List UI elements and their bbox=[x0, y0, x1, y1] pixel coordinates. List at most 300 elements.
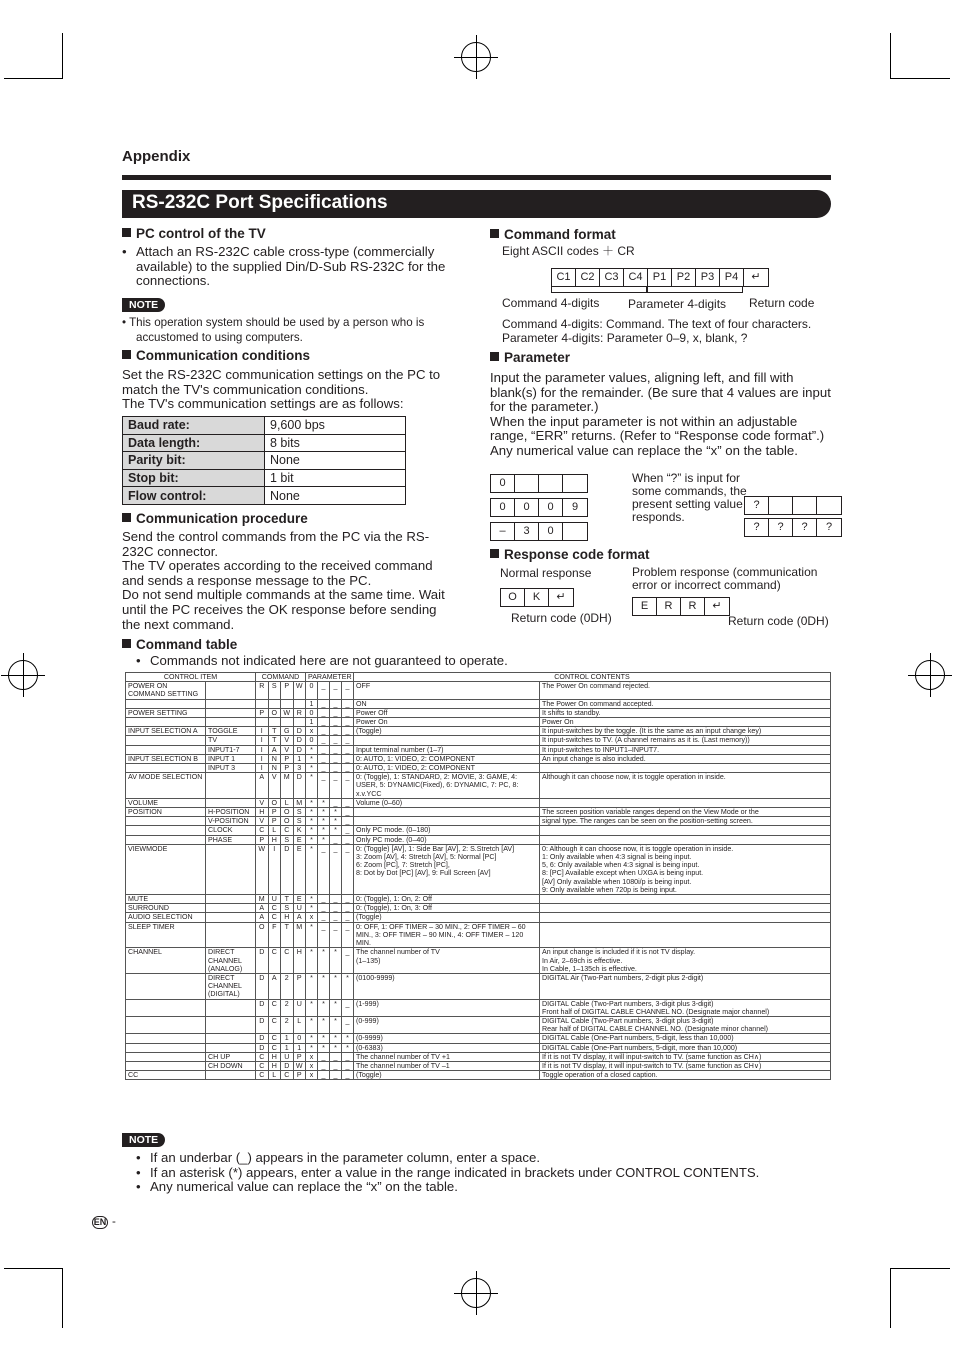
parameter-char: * bbox=[306, 826, 318, 835]
query-example-1 bbox=[744, 496, 842, 515]
parameter-char: * bbox=[306, 817, 318, 826]
crop-mark bbox=[890, 1268, 950, 1269]
settings-value: None bbox=[265, 487, 406, 505]
control-item bbox=[126, 1043, 206, 1052]
control-item: VIEWMODE bbox=[126, 844, 206, 894]
parameter-char: x bbox=[306, 1061, 318, 1070]
parameter-char: * bbox=[318, 798, 330, 807]
parameter-char: _ bbox=[342, 718, 354, 727]
code-cell: O bbox=[501, 589, 525, 606]
table-row bbox=[126, 1071, 831, 1080]
control-description: DIGITAL Cable (One-Part numbers, 5-digit, more than 10,000) bbox=[540, 1043, 831, 1052]
code-cell: ? bbox=[793, 519, 817, 536]
parameter-char: _ bbox=[330, 773, 342, 799]
control-range: (0-999) bbox=[354, 1016, 540, 1033]
parameter-char: _ bbox=[342, 1016, 354, 1033]
header-parameter: PARAMETER bbox=[306, 673, 354, 682]
parameter-char: _ bbox=[330, 798, 342, 807]
command-char: P bbox=[281, 754, 294, 763]
command-char: R bbox=[293, 708, 306, 717]
table-row bbox=[126, 1043, 831, 1052]
control-subitem bbox=[206, 773, 256, 799]
control-item: MUTE bbox=[126, 895, 206, 904]
control-item bbox=[126, 973, 206, 999]
code-cell: 0 bbox=[539, 523, 563, 540]
command-char: S bbox=[293, 817, 306, 826]
parameter-char: _ bbox=[342, 948, 354, 974]
command-char: P bbox=[293, 1052, 306, 1061]
command-char bbox=[293, 718, 306, 727]
table-row bbox=[126, 817, 831, 826]
heading-comm-conditions: Communication conditions bbox=[122, 348, 310, 363]
control-range: 0: OFF, 1: OFF TIMER – 30 MIN., 2: OFF TIMER – 60 MIN., 3: OFF TIMER – 90 MIN., 4: OFF TIMER – 120 MIN. bbox=[354, 922, 540, 948]
control-subitem: CH UP bbox=[206, 1052, 256, 1061]
parameter-char: * bbox=[318, 835, 330, 844]
registration-mark-icon bbox=[915, 660, 945, 690]
control-range: (Toggle) bbox=[354, 727, 540, 736]
command-char: 1 bbox=[281, 1043, 294, 1052]
bottom-note-list bbox=[136, 1151, 826, 1195]
code-cell: 0 bbox=[491, 499, 515, 516]
control-subitem: CH DOWN bbox=[206, 1061, 256, 1070]
parameter-char: _ bbox=[318, 904, 330, 913]
command-char: 1 bbox=[281, 1034, 294, 1043]
command-char: N bbox=[268, 764, 281, 773]
control-description: Toggle operation of a closed caption. bbox=[540, 1071, 831, 1080]
problem-response-cells bbox=[632, 597, 730, 616]
parameter-char: _ bbox=[330, 736, 342, 745]
code-cell: – bbox=[491, 523, 515, 540]
command-char: E bbox=[293, 895, 306, 904]
control-description: signal type. The ranges can be seen on the position-setting screen. bbox=[540, 817, 831, 826]
control-range: The channel number of TV +1 bbox=[354, 1052, 540, 1061]
control-subitem: INPUT 3 bbox=[206, 764, 256, 773]
parameter-char: _ bbox=[342, 922, 354, 948]
control-item bbox=[126, 817, 206, 826]
control-range: OFF bbox=[354, 682, 540, 699]
command-char: D bbox=[293, 773, 306, 799]
settings-row bbox=[123, 452, 406, 470]
crop-mark bbox=[4, 1268, 62, 1269]
code-cell: C4 bbox=[624, 269, 648, 286]
table-row bbox=[126, 999, 831, 1016]
control-range: The channel number of TV –1 bbox=[354, 1061, 540, 1070]
normal-response-cells bbox=[500, 588, 574, 607]
parameter-char: 1 bbox=[306, 699, 318, 708]
parameter-char: * bbox=[330, 1034, 342, 1043]
control-subitem bbox=[206, 895, 256, 904]
code-cell: 0 bbox=[515, 499, 539, 516]
command-char: C bbox=[281, 1071, 294, 1080]
command-char: W bbox=[293, 682, 306, 699]
command-char: D bbox=[293, 745, 306, 754]
settings-value: None bbox=[265, 452, 406, 470]
control-range: Volume (0–60) bbox=[354, 798, 540, 807]
command-char: 2 bbox=[281, 999, 294, 1016]
control-subitem bbox=[206, 682, 256, 699]
parameter-char: _ bbox=[342, 773, 354, 799]
control-item: AV MODE SELECTION bbox=[126, 773, 206, 799]
command-char: P bbox=[256, 708, 269, 717]
code-cell: R bbox=[681, 598, 705, 615]
note-item: • If an asterisk (*) appears, enter a value in the range indicated in brackets under CONTROL CONTENTS. bbox=[150, 1166, 826, 1181]
command-char bbox=[281, 718, 294, 727]
parameter-char: _ bbox=[318, 1052, 330, 1061]
parameter-char: _ bbox=[342, 798, 354, 807]
command-char: P bbox=[293, 973, 306, 999]
crop-mark bbox=[890, 33, 891, 79]
parameter-char: * bbox=[306, 1034, 318, 1043]
control-item bbox=[126, 718, 206, 727]
control-description: 0: Although it can choose now, it is toggle operation in inside. 1: Only available when 4:3 signal is being input. 5, 6: Only available when 4:3 signal is being input. 8: [PC] Available except when UXGA is being input. [AV] Only available when 1080i/p is being input. 9: Only available when 720p is being input. bbox=[540, 844, 831, 894]
command-char: I bbox=[256, 727, 269, 736]
control-item bbox=[126, 1052, 206, 1061]
command-char: P bbox=[256, 835, 269, 844]
control-range: The channel number of TV (1–135) bbox=[354, 948, 540, 974]
control-range bbox=[354, 808, 540, 817]
control-description bbox=[540, 764, 831, 773]
crop-mark bbox=[890, 78, 950, 79]
settings-key: Stop bit: bbox=[123, 469, 265, 487]
problem-return-code: Return code (0DH) bbox=[728, 614, 829, 628]
command-char: U bbox=[268, 895, 281, 904]
code-cell: P2 bbox=[672, 269, 696, 286]
control-range: 0: (Toggle) [AV], 1: Side Bar [AV], 2: S.Stretch [AV] 3: Zoom [AV], 4: Stretch [AV], 5: Normal [PC] 6: Zoom [PC], 7: Stretch [PC], 8: Dot by Dot [PC] [AV], 9: Full Screen [AV] bbox=[354, 844, 540, 894]
code-cell: ? bbox=[745, 497, 769, 514]
control-description: It input-switches to INPUT1–INPUT7. bbox=[540, 745, 831, 754]
code-cell: C2 bbox=[576, 269, 600, 286]
table-row bbox=[126, 727, 831, 736]
command-char: L bbox=[268, 1071, 281, 1080]
control-description: It input-switches to TV. (A channel remains as it is. (Last memory)) bbox=[540, 736, 831, 745]
control-subitem bbox=[206, 1034, 256, 1043]
command-char: D bbox=[256, 1043, 269, 1052]
parameter-char: _ bbox=[330, 682, 342, 699]
parameter-char: * bbox=[330, 973, 342, 999]
parameter-char: _ bbox=[318, 708, 330, 717]
parameter-char: _ bbox=[330, 727, 342, 736]
square-bullet-icon bbox=[490, 549, 499, 558]
command-char: L bbox=[293, 1016, 306, 1033]
control-subitem: V-POSITION bbox=[206, 817, 256, 826]
note-badge: NOTE bbox=[122, 298, 165, 312]
command-char: A bbox=[256, 904, 269, 913]
parameter-char: * bbox=[318, 973, 330, 999]
parameter-char: * bbox=[330, 1043, 342, 1052]
control-subitem bbox=[206, 922, 256, 948]
label-parameter-digits: Parameter 4-digits bbox=[628, 297, 727, 311]
parameter-char: _ bbox=[342, 844, 354, 894]
control-subitem bbox=[206, 1071, 256, 1080]
command-char: S bbox=[281, 904, 294, 913]
control-item bbox=[126, 736, 206, 745]
table-row bbox=[126, 904, 831, 913]
command-char: P bbox=[268, 808, 281, 817]
command-char: M bbox=[281, 773, 294, 799]
command-char: H bbox=[256, 808, 269, 817]
command-char: T bbox=[268, 736, 281, 745]
parameter-char: _ bbox=[318, 745, 330, 754]
settings-key: Data length: bbox=[123, 434, 265, 452]
control-description: DIGITAL Air (Two-Part numbers, 2-digit plus 2-digit) bbox=[540, 973, 831, 999]
code-cell bbox=[539, 475, 563, 492]
control-subitem bbox=[206, 913, 256, 922]
command-char: H bbox=[268, 1061, 281, 1070]
parameter-char: _ bbox=[330, 718, 342, 727]
command-char: D bbox=[281, 1061, 294, 1070]
label-return-code: Return code bbox=[749, 296, 815, 310]
parameter-char: * bbox=[306, 999, 318, 1016]
parameter-char: _ bbox=[318, 844, 330, 894]
parameter-char: _ bbox=[342, 727, 354, 736]
code-cell: P1 bbox=[648, 269, 672, 286]
control-range: 0: AUTO, 1: VIDEO, 2: COMPONENT bbox=[354, 764, 540, 773]
parameter-char: _ bbox=[318, 913, 330, 922]
command-char: W bbox=[281, 708, 294, 717]
command-char: I bbox=[256, 745, 269, 754]
code-cell bbox=[769, 497, 793, 514]
parameter-char: _ bbox=[330, 708, 342, 717]
code-cell: ? bbox=[745, 519, 769, 536]
command-char: O bbox=[281, 817, 294, 826]
control-item bbox=[126, 699, 206, 708]
heading-pc-control: PC control of the TV bbox=[122, 226, 266, 241]
command-table-bullet: • Commands not indicated here are not guaranteed to operate. bbox=[136, 654, 736, 669]
code-cell bbox=[563, 523, 587, 540]
registration-mark-icon bbox=[8, 660, 38, 690]
code-cell: E bbox=[633, 598, 657, 615]
parameter-char: * bbox=[330, 817, 342, 826]
control-description: If it is not TV display, it will input-switch to TV. (same function as CH∨) bbox=[540, 1061, 831, 1070]
command-char: A bbox=[256, 913, 269, 922]
code-cell: C3 bbox=[600, 269, 624, 286]
table-row bbox=[126, 773, 831, 799]
command-char: 1 bbox=[293, 754, 306, 763]
control-range: ON bbox=[354, 699, 540, 708]
parameter-char: x bbox=[306, 727, 318, 736]
control-description bbox=[540, 835, 831, 844]
query-example-2 bbox=[744, 518, 842, 537]
parameter-char: _ bbox=[342, 1061, 354, 1070]
square-bullet-icon bbox=[490, 229, 499, 238]
control-subitem: H-POSITION bbox=[206, 808, 256, 817]
control-item: SURROUND bbox=[126, 904, 206, 913]
table-row bbox=[126, 1061, 831, 1070]
parameter-char: * bbox=[306, 808, 318, 817]
command-char: M bbox=[256, 895, 269, 904]
command-format-desc: Command 4-digits: Command. The text of four characters. Parameter 4-digits: Parameter 0–9, x, blank, ? bbox=[502, 317, 812, 345]
square-bullet-icon bbox=[490, 352, 499, 361]
command-char: S bbox=[281, 835, 294, 844]
parameter-char: * bbox=[318, 808, 330, 817]
table-row bbox=[126, 682, 831, 699]
command-char: N bbox=[268, 754, 281, 763]
heading-comm-procedure: Communication procedure bbox=[122, 511, 308, 526]
table-row bbox=[126, 745, 831, 754]
control-range: 0: (Toggle), 1: On, 2: Off bbox=[354, 895, 540, 904]
parameter-char: _ bbox=[318, 764, 330, 773]
command-char: T bbox=[281, 922, 294, 948]
command-char: C bbox=[268, 1034, 281, 1043]
parameter-char: * bbox=[318, 1016, 330, 1033]
parameter-char: _ bbox=[330, 895, 342, 904]
parameter-char: * bbox=[306, 745, 318, 754]
parameter-char: _ bbox=[318, 773, 330, 799]
command-char bbox=[268, 718, 281, 727]
parameter-char: _ bbox=[342, 1071, 354, 1080]
section-label: Appendix bbox=[122, 148, 191, 165]
control-subitem: DIRECT CHANNEL (ANALOG) bbox=[206, 948, 256, 974]
table-row bbox=[126, 798, 831, 807]
command-char: C bbox=[268, 999, 281, 1016]
command-char: T bbox=[268, 727, 281, 736]
command-char: C bbox=[256, 1052, 269, 1061]
command-char: D bbox=[256, 999, 269, 1016]
parameter-char: _ bbox=[330, 745, 342, 754]
parameter-char: _ bbox=[330, 764, 342, 773]
parameter-char: * bbox=[318, 826, 330, 835]
page-dash: - bbox=[112, 1215, 116, 1228]
command-char bbox=[281, 699, 294, 708]
parameter-char: _ bbox=[330, 1071, 342, 1080]
control-subitem: PHASE bbox=[206, 835, 256, 844]
control-item bbox=[126, 1061, 206, 1070]
control-item: AUDIO SELECTION bbox=[126, 913, 206, 922]
parameter-char: * bbox=[306, 1043, 318, 1052]
parameter-char: _ bbox=[342, 754, 354, 763]
code-cell: ↵ bbox=[712, 600, 722, 612]
command-char: H bbox=[268, 1052, 281, 1061]
crop-mark bbox=[4, 78, 62, 79]
crop-mark bbox=[62, 33, 63, 79]
code-cell bbox=[817, 497, 841, 514]
command-char bbox=[256, 699, 269, 708]
control-description: If it is not TV display, it will input-switch to TV. (same function as CH∧) bbox=[540, 1052, 831, 1061]
table-row bbox=[126, 708, 831, 717]
control-description bbox=[540, 904, 831, 913]
table-row bbox=[126, 835, 831, 844]
command-char: W bbox=[293, 1061, 306, 1070]
control-range: (Toggle) bbox=[354, 913, 540, 922]
parameter-char: _ bbox=[330, 913, 342, 922]
code-cell bbox=[793, 497, 817, 514]
command-char: G bbox=[281, 727, 294, 736]
command-char: H bbox=[293, 948, 306, 974]
parameter-bracket bbox=[647, 287, 743, 293]
control-subitem bbox=[206, 999, 256, 1016]
comm-conditions-text: Set the RS-232C communication settings on the PC to match the TV's communication conditions. The TV's communication settings are as follows: bbox=[122, 367, 441, 412]
table-row bbox=[126, 948, 831, 974]
table-row bbox=[126, 826, 831, 835]
control-subitem bbox=[206, 798, 256, 807]
control-item bbox=[126, 1016, 206, 1033]
control-description: Power On bbox=[540, 718, 831, 727]
control-item bbox=[126, 999, 206, 1016]
command-char: V bbox=[281, 736, 294, 745]
command-char: O bbox=[281, 808, 294, 817]
heading-response-code: Response code format bbox=[490, 547, 650, 562]
parameter-char: * bbox=[306, 904, 318, 913]
command-char: C bbox=[268, 1043, 281, 1052]
square-bullet-icon bbox=[122, 350, 131, 359]
note-item: • Any numerical value can replace the “x” on the table. bbox=[150, 1180, 826, 1195]
parameter-char: x bbox=[306, 1052, 318, 1061]
note-badge: NOTE bbox=[122, 1133, 165, 1147]
command-format-cells bbox=[551, 268, 769, 287]
comm-settings-table bbox=[122, 416, 406, 505]
command-format-subtitle: Eight ASCII codes ＋ CR bbox=[502, 244, 635, 258]
pc-control-bullet: • Attach an RS-232C cable cross-type (commercially available) to the supplied Din/D-Sub RS-232C for the connections. bbox=[122, 245, 472, 289]
normal-response-label: Normal response bbox=[500, 566, 592, 580]
command-char: 2 bbox=[281, 973, 294, 999]
command-char: V bbox=[281, 745, 294, 754]
section-rule bbox=[122, 175, 831, 180]
parameter-char: _ bbox=[318, 718, 330, 727]
command-char: I bbox=[256, 736, 269, 745]
control-subitem: DIRECT CHANNEL (DIGITAL) bbox=[206, 973, 256, 999]
parameter-char: 0 bbox=[306, 682, 318, 699]
parameter-char: _ bbox=[318, 699, 330, 708]
command-char: A bbox=[268, 745, 281, 754]
parameter-char: _ bbox=[318, 895, 330, 904]
control-range: 0: (Toggle), 1: On, 3: Off bbox=[354, 904, 540, 913]
parameter-char: * bbox=[330, 1016, 342, 1033]
code-cell: ? bbox=[825, 521, 833, 533]
parameter-char: _ bbox=[342, 895, 354, 904]
settings-key: Baud rate: bbox=[123, 417, 265, 435]
table-row bbox=[126, 973, 831, 999]
command-char: P bbox=[281, 764, 294, 773]
parameter-char: _ bbox=[342, 826, 354, 835]
command-char: 2 bbox=[281, 1016, 294, 1033]
command-char: D bbox=[281, 844, 294, 894]
parameter-char: 0 bbox=[306, 708, 318, 717]
parameter-char: * bbox=[306, 844, 318, 894]
command-char: C bbox=[256, 1061, 269, 1070]
control-description bbox=[540, 798, 831, 807]
command-char: O bbox=[256, 922, 269, 948]
control-description: An input change is also included. bbox=[540, 754, 831, 763]
control-range: (0-9999) bbox=[354, 1034, 540, 1043]
control-item bbox=[126, 835, 206, 844]
parameter-char: _ bbox=[318, 754, 330, 763]
code-cell: K bbox=[525, 589, 549, 606]
control-subitem bbox=[206, 1043, 256, 1052]
command-char: P bbox=[268, 817, 281, 826]
command-char: I bbox=[256, 754, 269, 763]
parameter-char: * bbox=[306, 754, 318, 763]
control-subitem bbox=[206, 844, 256, 894]
code-cell: P4 bbox=[720, 269, 744, 286]
command-char: T bbox=[281, 895, 294, 904]
registration-mark-icon bbox=[461, 1278, 491, 1308]
crop-mark bbox=[890, 1268, 891, 1328]
control-description: An input change is included if it is not TV display. In Air, 2–69ch is effective. In Cable, 1–135ch is effective. bbox=[540, 948, 831, 974]
code-cell: ? bbox=[769, 519, 793, 536]
control-range: (Toggle) bbox=[354, 1071, 540, 1080]
parameter-char: _ bbox=[318, 682, 330, 699]
command-char: S bbox=[268, 682, 281, 699]
command-char: U bbox=[293, 999, 306, 1016]
parameter-char: * bbox=[318, 1043, 330, 1052]
table-row bbox=[126, 844, 831, 894]
parameter-char: x bbox=[306, 913, 318, 922]
command-char: D bbox=[256, 948, 269, 974]
command-char: C bbox=[281, 948, 294, 974]
parameter-char: _ bbox=[318, 1061, 330, 1070]
table-row bbox=[126, 699, 831, 708]
table-row bbox=[126, 1052, 831, 1061]
